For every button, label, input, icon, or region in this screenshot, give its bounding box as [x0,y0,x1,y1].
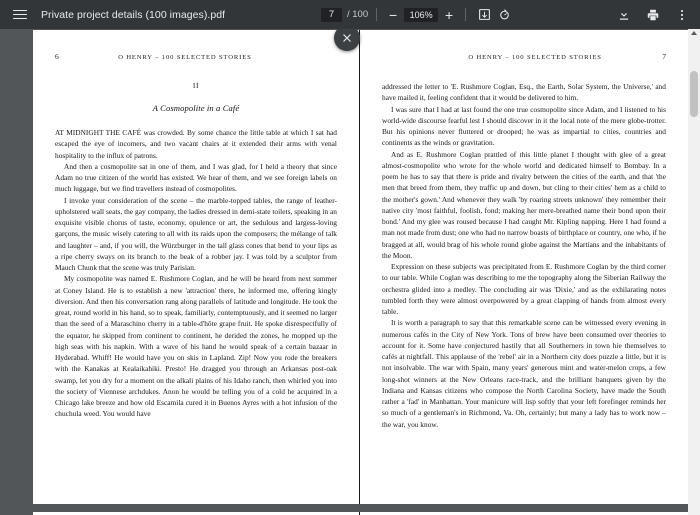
page-right-body [382,81,666,430]
more-options-icon[interactable] [672,5,692,25]
scroll-up-arrow-icon[interactable] [691,31,697,35]
chapter-title: A Cosmopolite in a Café [152,103,240,113]
scrollbar-thumb[interactable] [690,71,698,117]
folio-left: 6 [55,52,59,61]
toolbar-divider-2 [465,8,466,21]
page-right-content [360,30,688,504]
hamburger-menu-icon[interactable] [10,5,30,25]
page-left-body [55,127,337,420]
running-head-title-right: O HENRY – 100 SELECTED STORIES [468,54,602,61]
pdf-page-viewport[interactable] [0,29,700,515]
folio-right: 7 [662,52,666,61]
paragraph: It is worth a paragraph to say that this remarkable scene can be witnessed every evening in numerous cafés in the City of New York. Tons of brew have been consumed over theories to account for it. Some have conjectured hastily that all Southerners in town hie themselves to cafés at nightfall. This applause of the 'rebel' air in a Northern city does puzzle a little, but it is not insolvable. The war with Spain, many years' generous mint and water-melon crops, a few long-shot winners at the New Orleans race-track, and the brilliant banquets given by the Indiana and Kansas citizens who compose the North Carolina Society, have made the South rather a 'fad' in Manhattan. Your manicure will lisp softly that your left forefinger reminds her so much of a gentleman's in Richmond, Va. Oh, certainly; but many a lady has to work now – the war, you know. [382,318,666,429]
vertical-scrollbar[interactable] [688,29,700,515]
paragraph: I was sure that I had at last found the one true cosmopolite since Adam, and I listened to his world-wide discourse fearful lest I should discover in it the local note of the mere globe-trotter. But his opinions never fluttered or drooped; he was as impartial to cities, countries and continents as the winds or gravitation. [382,104,666,148]
document-title: Private project details (100 images).pdf [41,8,226,21]
rotate-icon[interactable] [494,5,514,25]
close-icon [341,32,353,44]
running-head-right [382,52,666,61]
pdf-page-right [360,30,688,504]
paragraph: And then a cosmopolite sat in one of them, and I was glad, for I held a theory that since Adam no true citizen of the world has existed. We hear of them, and we see foreign labels on much luggage, but we find travellers instead of cosmopolites. [55,161,337,194]
hamburger-glyph [13,10,27,20]
paragraph: AT MIDNIGHT THE CAFÉ was crowded. By some chance the little table at which I sat had escaped the eye of incomers, and two vacant chairs at it extended their arms with venal hospitality to the influx of patrons. [55,128,337,160]
zoom-in-button[interactable]: + [445,6,454,23]
page-spread-current [33,30,688,504]
running-head-title-left: O HENRY – 100 SELECTED STORIES [118,54,252,61]
fit-to-page-icon[interactable] [474,5,494,25]
page-total-label: / 100 [346,9,369,20]
download-icon[interactable] [614,5,634,25]
running-head-left [55,52,337,61]
toolbar-right-actions [614,5,692,25]
page-number-input[interactable] [321,8,342,22]
paragraph: My cosmopolite was named E. Rushmore Coglan, and he will be heard from next summer at Coney Island. He is to establish a new 'attraction' there, he informed me, offering kingly diversion. And then his conversation rang along parallels of latitude and longitude. He took the great, round world in his hand, so to speak, familiarly, contemptuously, and it seemed no larger than the seed of a Maraschino cherry in a table-d'hôte grape fruit. He spoke disrespectfully of the equator, he skipped from continent to continent, he derided the zones, he mopped up the high seas with his napkin. With a wave of his hand he would speak of a certain bazaar in Hyderabad. Whiff! He would have you on skis in Lapland. Zip! Now you rode the breakers with the Kanakas at Kealaikahiki. Presto! He dragged you through an Arkansas post-oak swamp, let you dry for a moment on the alkali plains of his Idaho ranch, then whirled you into the society of Viennese archdukes. Anon he would be telling you of a cold he acquired in a Chicago lake breeze and how old Escamila cured it in Buenos Ayres with a hot infusion of the chuchula weed. You would have [55,274,337,419]
pdf-page-left [33,30,360,504]
zoom-out-button[interactable]: − [389,6,398,23]
paragraph: addressed the letter to 'E. Rushmore Coglan, Esq., the Earth, Solar System, the Universe,' and have mailed it, feeling confident that it would be delivered to him. [382,82,666,103]
print-icon[interactable] [643,5,663,25]
page-navigation-controls [321,8,368,22]
paragraph: I invoke your consideration of the scene – the marble-topped tables, the range of leather-upholstered wall seats, the gay company, the ladies dressed in demi-state toilets, speaking in an exquisite visible chorus of taste, economy, opulence or art, the sedulous and largess-loving garçons, the music wisely catering to all with its raids upon the composers; the mélange of talk and laughter – and, if you will, the Würzburger in the tall glass cones that bend to your lips as a ripe cherry sways on its branch to the beak of a robber jay. I was told by a sculptor from Mauch Chunk that the scene was truly Parisian. [55,195,337,272]
paragraph: And as E. Rushmore Coglan prattled of this little planet I thought with glee of a great almost-cosmopolite who wrote for the whole world and dedicated himself to Bombay. In a poem he has to say that there is pride and rivalry between the cities of the earth, and that 'the men that breed from them, they traffic up and down, but cling to their cities' hem as a child to the mother's gown.' And whenever they walk 'by roaring streets unknown' they remember their native city 'most faithful, foolish, fond; making her mere-breathed name their bond upon their bond.' And my glee was roused because I had caught Mr. Kipling napping. Here I had found a man not made from dust; one who had no narrow boasts of birthplace or country, one who, if he bragged at all, would brag of his whole round globe against the Martians and the inhabitants of the Moon. [382,149,666,260]
toolbar-divider-1 [376,8,377,21]
pdf-toolbar [0,0,700,29]
zoom-level-display[interactable]: 106% [404,8,438,22]
paragraph: Expression on these subjects was precipitated from E. Rushmore Coglan by the third corner to our table. While Coglan was describing to me the topography along the Siberian Railway the orchestra glided into a medley. The concluding air was 'Dixie,' and as the exhilarating notes tumbled forth they were almost overpowered by a great clapping of hands from almost every table. [382,262,666,316]
chapter-number: II [192,81,200,90]
page-left-content [33,30,359,504]
